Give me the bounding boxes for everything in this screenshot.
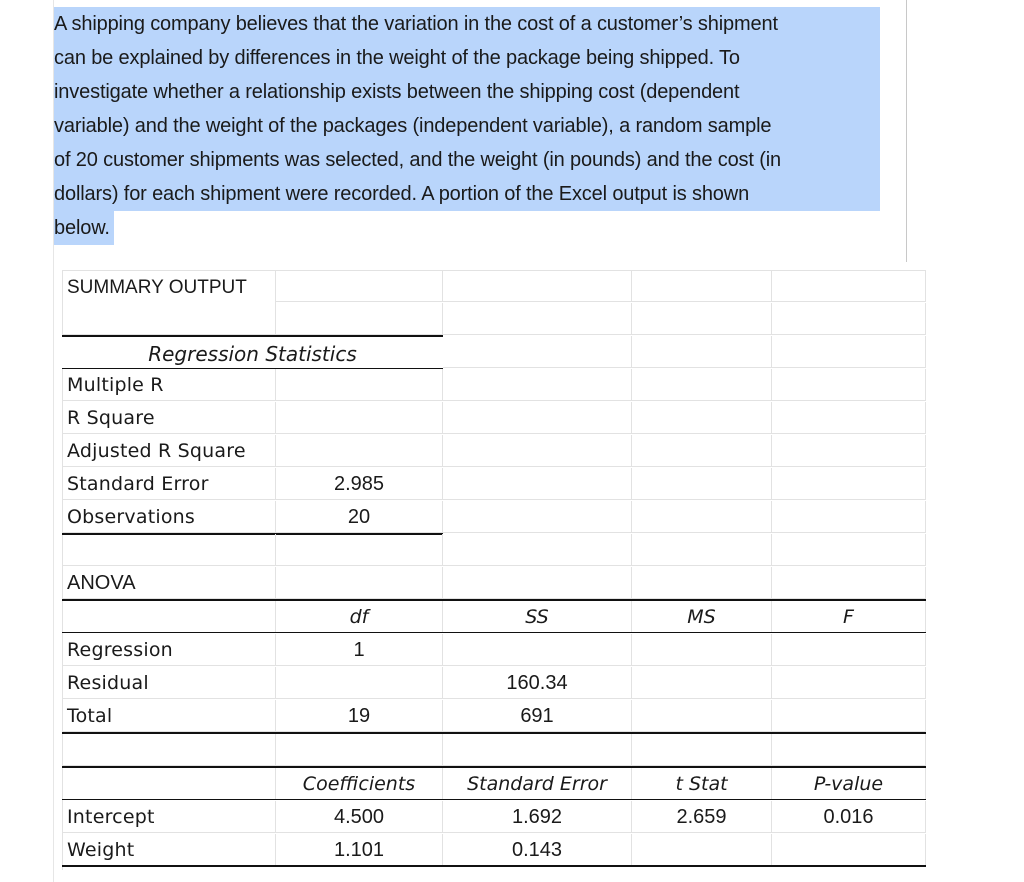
- regstat-value: [276, 435, 443, 467]
- table-row: [62, 768, 926, 801]
- anova-header-df: df: [276, 601, 443, 633]
- coef-header-standard-error: Standard Error: [443, 768, 632, 800]
- anova-f: [772, 700, 926, 732]
- regstat-value: [276, 369, 443, 401]
- anova-df: 19: [276, 700, 443, 732]
- coef-header-coefficients: Coefficients: [276, 768, 443, 800]
- regstat-value: 2.985: [276, 468, 443, 500]
- regstat-value: [276, 402, 443, 434]
- coef-p-value: [772, 834, 926, 866]
- table-row: [62, 567, 926, 600]
- problem-statement[interactable]: [54, 7, 880, 245]
- table-row: [62, 534, 926, 567]
- anova-ms: [632, 634, 772, 666]
- coef-value: 4.500: [276, 801, 443, 833]
- anova-ss: 160.34: [443, 667, 632, 699]
- anova-df: [276, 667, 443, 699]
- anova-df: 1: [276, 634, 443, 666]
- table-row: [62, 734, 926, 767]
- anova-row-label: Total: [62, 700, 276, 732]
- anova-header-ms: MS: [632, 601, 772, 633]
- anova-ms: [632, 667, 772, 699]
- anova-ms: [632, 700, 772, 732]
- anova-header-ss: SS: [443, 601, 632, 633]
- regression-output-table: [62, 270, 926, 870]
- coef-t-stat: [632, 834, 772, 866]
- problem-line-6: dollars) for each shipment were recorded. A portion of the Excel output is shown: [54, 177, 880, 211]
- problem-line-3: investigate whether a relationship exists between the shipping cost (dependent: [54, 75, 880, 109]
- table-row: [62, 369, 926, 402]
- coef-header-t-stat: t Stat: [632, 768, 772, 800]
- anova-title: ANOVA: [62, 567, 276, 599]
- anova-header-f: F: [772, 601, 926, 633]
- regstats-top-rule: [62, 335, 443, 337]
- coef-row-label: Intercept: [62, 801, 276, 833]
- content-right-border: [906, 0, 907, 262]
- anova-row-label: Residual: [62, 667, 276, 699]
- regstat-label: Multiple R: [62, 369, 276, 401]
- table-row: [62, 501, 926, 534]
- regstat-label: Observations: [62, 501, 276, 533]
- regstat-value: 20: [276, 501, 443, 533]
- table-row: [62, 700, 926, 733]
- problem-line-7: below.: [54, 211, 114, 245]
- table-row: [62, 435, 926, 468]
- table-row: [62, 601, 926, 634]
- table-row: [62, 303, 926, 336]
- regstat-label: Standard Error: [62, 468, 276, 500]
- coef-se: 1.692: [443, 801, 632, 833]
- anova-ss: [443, 634, 632, 666]
- coef-se: 0.143: [443, 834, 632, 866]
- table-row: [62, 667, 926, 700]
- regression-statistics-header: Regression Statistics: [62, 337, 443, 369]
- problem-line-4: variable) and the weight of the packages (independent variable), a random sample: [54, 109, 880, 143]
- problem-line-5: of 20 customer shipments was selected, and the weight (in pounds) and the cost (in: [54, 143, 880, 177]
- problem-line-1: A shipping company believes that the variation in the cost of a customer’s shipment: [54, 7, 880, 41]
- problem-line-2: can be explained by differences in the weight of the package being shipped. To: [54, 41, 880, 75]
- anova-f: [772, 634, 926, 666]
- table-row: [62, 834, 926, 867]
- anova-ss: 691: [443, 700, 632, 732]
- table-row: [62, 801, 926, 834]
- regstat-label: R Square: [62, 402, 276, 434]
- regstat-label: Adjusted R Square: [62, 435, 276, 467]
- coef-t-stat: 2.659: [632, 801, 772, 833]
- coef-p-value: 0.016: [772, 801, 926, 833]
- table-row: [62, 468, 926, 501]
- summary-output-title: SUMMARY OUTPUT: [63, 271, 275, 302]
- coef-header-rule: [62, 799, 926, 800]
- table-row: [62, 634, 926, 667]
- coef-value: 1.101: [276, 834, 443, 866]
- anova-row-label: Regression: [62, 634, 276, 666]
- table-row: [62, 402, 926, 435]
- anova-f: [772, 667, 926, 699]
- anova-header-rule: [62, 632, 926, 633]
- coef-header-p-value: P-value: [772, 768, 926, 800]
- coef-bottom-rule: [62, 865, 926, 867]
- coef-row-label: Weight: [62, 834, 276, 866]
